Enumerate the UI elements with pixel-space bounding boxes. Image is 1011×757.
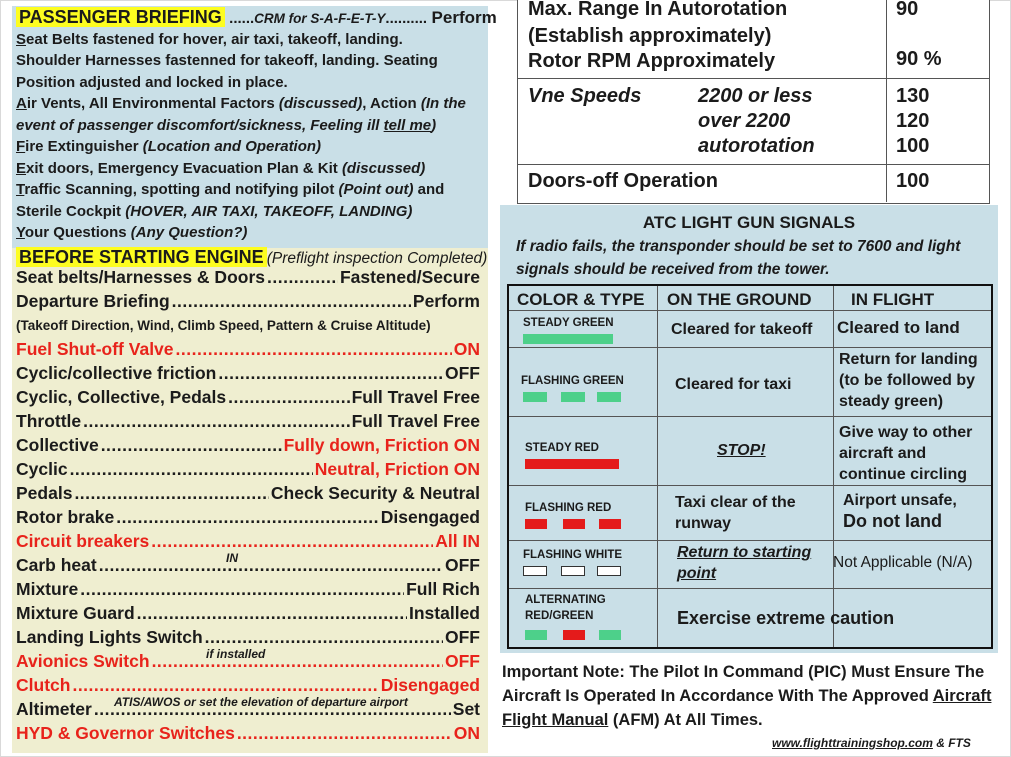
leader-dots	[237, 723, 452, 744]
vne-condition-2: over 2200	[698, 110, 791, 132]
flashing-white-swatch-1	[523, 566, 547, 576]
checklist-item-label: Seat belts/Harnesses & Doors	[16, 267, 265, 287]
checklist-item	[16, 459, 480, 480]
briefing-line-fire: Fire Extinguisher (Location and Operation)	[16, 138, 322, 155]
flashing-white-swatch-2	[561, 566, 585, 576]
checklist-item	[16, 603, 480, 624]
vne-value-3: 100	[896, 135, 930, 157]
briefing-line-exit: Exit doors, Emergency Evacuation Plan & Kit (discussed)	[16, 160, 426, 177]
checklist-item-value: Installed	[409, 603, 480, 623]
checklist-item	[16, 551, 480, 576]
important-note: Important Note: The Pilot In Command (PIC) Must Ensure The Aircraft Is Operated In Accordance With The Approved Aircraft Flight Manual (AFM) At All Times.	[502, 663, 992, 729]
steady-red-ground: STOP!	[717, 442, 766, 459]
checklist-item-subnote: if installed	[206, 647, 266, 661]
crm-label: CRM for S-A-F-E-T-Y	[254, 11, 386, 26]
header-on-ground: ON THE GROUND	[667, 290, 812, 309]
steady-green-ground: Cleared for takeoff	[671, 321, 813, 338]
leader-dots	[172, 291, 411, 312]
steady-green-flight: Cleared to land	[837, 318, 960, 337]
checklist-item-value: ON	[453, 723, 480, 743]
passenger-briefing-heading: PASSENGER BRIEFING	[16, 7, 225, 27]
checklist-item	[16, 483, 480, 504]
preflight-note: (Preflight inspection Completed)	[266, 250, 488, 267]
checklist-item-value: ON	[453, 339, 480, 359]
flashing-red-flight-2: Do not land	[843, 511, 942, 531]
checklist-item-label: Avionics Switch	[16, 651, 150, 671]
checklist-item	[16, 507, 480, 528]
leader-dots	[205, 627, 443, 648]
vne-speeds-label: Vne Speeds	[528, 85, 642, 107]
checklist-item-value: Check Security & Neutral	[270, 483, 480, 503]
leader-dots	[74, 483, 268, 504]
leader-dots	[176, 339, 452, 360]
alternating-swatch-red	[563, 630, 585, 640]
autorotation-range-label: Max. Range In Autorotation	[528, 0, 788, 20]
checklist-item-label: HYD & Governor Switches	[16, 723, 235, 743]
signal-flashing-red-label: FLASHING RED	[525, 502, 612, 514]
checklist-item-value: Disengaged	[380, 675, 480, 695]
checklist-item-value: Full Travel Free	[351, 411, 480, 431]
checklist-item	[16, 531, 480, 552]
atc-intro: If radio fails, the transponder should be set to 7600 and light signals should be received from the tower.	[516, 238, 961, 278]
flashing-green-swatch-3	[597, 392, 621, 402]
passenger-briefing-header: PASSENGER BRIEFING ......CRM for S-A-F-E-T-Y.......... Perform	[16, 7, 497, 28]
checklist-item-label: Mixture Guard	[16, 603, 135, 623]
leader-dots	[101, 435, 282, 456]
checklist-item	[16, 435, 480, 456]
autorotation-range-value: 90	[896, 0, 919, 20]
checklist-item	[16, 411, 480, 432]
briefing-line-discomfort: event of passenger discomfort/sickness, Feeling ill tell me)	[16, 117, 437, 134]
signal-steady-green-label: STEADY GREEN	[523, 317, 614, 329]
checklist-item-label: Cyclic, Collective, Pedals	[16, 387, 227, 407]
before-starting-header	[16, 247, 487, 268]
briefing-line-sterile: Sterile Cockpit (HOVER, AIR TAXI, TAKEOFF, LANDING)	[16, 203, 413, 220]
leader-dots	[99, 555, 443, 576]
checklist-item	[16, 627, 480, 648]
checklist-item-label: Carb heat	[16, 555, 97, 575]
leader-dots	[137, 603, 407, 624]
checklist-item-value: Neutral, Friction ON	[314, 459, 480, 479]
signal-alternating-label-2: RED/GREEN	[525, 610, 594, 622]
vne-value-1: 130	[896, 85, 930, 107]
checklist-item	[16, 675, 480, 696]
briefing-line-traffic: Traffic Scanning, spotting and notifying pilot (Point out) and	[16, 181, 445, 198]
briefing-line-air-vents: Air Vents, All Environmental Factors (discussed), Action (In the	[16, 95, 466, 112]
atc-title: ATC LIGHT GUN SIGNALS	[642, 213, 856, 232]
checklist-item	[16, 723, 480, 744]
checklist-item-value: OFF	[445, 363, 480, 383]
checklist-item-value: All IN	[435, 531, 480, 551]
flashing-red-ground: Taxi clear of the runway	[675, 494, 796, 532]
steady-red-swatch	[525, 459, 619, 469]
briefing-line-position: Position adjusted and locked in place.	[16, 74, 288, 91]
footer-suffix: & FTS	[932, 736, 971, 750]
flashing-green-swatch-2	[561, 392, 585, 402]
checklist-item-value: Fastened/Secure	[339, 267, 480, 287]
checklist-item-label: Circuit breakers	[16, 531, 150, 551]
checklist-item-label: Clutch	[16, 675, 71, 695]
checklist-item-value: Set	[452, 699, 480, 719]
footer	[772, 736, 971, 750]
checklist-item-value: OFF	[445, 555, 480, 575]
leader-dots	[152, 651, 443, 672]
briefing-line-shoulder: Shoulder Harnesses fastenned for takeoff, landing. Seating	[16, 52, 438, 69]
leader-dots	[80, 579, 404, 600]
checklist-item-label: Rotor brake	[16, 507, 115, 527]
checklist-item-value: Fully down, Friction ON	[283, 435, 480, 455]
checklist-item-value: OFF	[445, 651, 480, 671]
alternating-both: Exercise extreme caution	[677, 608, 895, 628]
flashing-white-ground: Return to starting point	[677, 544, 812, 582]
steady-red-flight: Give way to other aircraft and continue circling	[839, 424, 973, 483]
flashing-white-swatch-3	[597, 566, 621, 576]
steady-green-swatch	[523, 334, 613, 344]
signal-alternating-label-1: ALTERNATING	[525, 594, 606, 606]
checklist-item-value: OFF	[445, 627, 480, 647]
checklist-item	[16, 579, 480, 600]
checklist-item-label: Departure Briefing	[16, 291, 170, 311]
flashing-green-flight: Return for landing (to be followed by steady green)	[839, 351, 978, 410]
flashing-green-ground: Cleared for taxi	[675, 376, 792, 393]
flashing-white-flight: Not Applicable (N/A)	[833, 554, 973, 571]
signal-steady-red-label: STEADY RED	[525, 442, 599, 454]
flashing-red-swatch-1	[525, 519, 547, 529]
checklist-item-label: Landing Lights Switch	[16, 627, 203, 647]
briefing-line-seat-belts: Seat Belts fastened for hover, air taxi, takeoff, landing.	[16, 31, 403, 48]
leader-dots	[83, 411, 349, 432]
flashing-red-swatch-3	[599, 519, 621, 529]
departure-briefing-detail: (Takeoff Direction, Wind, Climb Speed, Pattern & Cruise Altitude)	[16, 318, 431, 333]
rotor-rpm-value: 90 %	[896, 48, 942, 70]
checklist-item-label: Pedals	[16, 483, 73, 503]
header-in-flight: IN FLIGHT	[851, 290, 935, 309]
before-starting-panel	[12, 248, 488, 753]
alternating-swatch-green-1	[525, 630, 547, 640]
checklist-item-label: Cyclic/collective friction	[16, 363, 217, 383]
leader-dots	[267, 267, 338, 288]
leader-dots	[72, 675, 378, 696]
checklist-item	[16, 267, 480, 288]
checklist-item-label: Mixture	[16, 579, 79, 599]
checklist-item-label: Throttle	[16, 411, 82, 431]
leader-dots	[116, 507, 379, 528]
alternating-swatch-green-2	[599, 630, 621, 640]
vne-condition-3: autorotation	[698, 135, 815, 157]
checklist-item-label: Cyclic	[16, 459, 68, 479]
rotor-rpm-label: Rotor RPM Approximately	[528, 50, 776, 72]
checklist-item-subnote: ATIS/AWOS or set the elevation of departure airport	[114, 695, 408, 709]
checklist-item-value: Full Travel Free	[351, 387, 480, 407]
checklist-item	[16, 647, 480, 672]
atc-signals-panel	[500, 205, 998, 653]
passenger-briefing-action: Perform	[431, 8, 497, 27]
signal-flashing-green-label: FLASHING GREEN	[521, 375, 624, 387]
briefing-line-questions: Your Questions (Any Question?)	[16, 224, 248, 241]
establish-label: (Establish approximately)	[528, 25, 772, 47]
checklist-item	[16, 339, 480, 360]
vne-condition-1: 2200 or less	[698, 85, 813, 107]
flashing-green-swatch-1	[523, 392, 547, 402]
checklist-item-subnote: IN	[226, 551, 238, 565]
checklist-item-value: Disengaged	[380, 507, 480, 527]
doors-off-label: Doors-off Operation	[528, 170, 718, 192]
checklist-item-value: Perform	[412, 291, 480, 311]
header-color-type: COLOR & TYPE	[517, 290, 645, 309]
before-starting-heading: BEFORE STARTING ENGINE	[16, 247, 267, 267]
checklist-item-value: Full Rich	[406, 579, 480, 599]
flashing-red-swatch-2	[563, 519, 585, 529]
leader-dots	[218, 363, 443, 384]
atc-signals-table	[507, 284, 993, 649]
checklist-item-label: Altimeter	[16, 699, 92, 719]
leader-dots	[70, 459, 313, 480]
signal-flashing-white-label: FLASHING WHITE	[523, 549, 623, 561]
checklist-item	[16, 291, 480, 312]
doors-off-value: 100	[896, 170, 930, 192]
leader-dots	[228, 387, 350, 408]
passenger-briefing-panel	[12, 6, 497, 248]
checklist-item	[16, 387, 480, 408]
leader-dots	[151, 531, 433, 552]
checklist-item	[16, 695, 480, 720]
flashing-red-flight-1: Airport unsafe,	[843, 492, 957, 509]
footer-site-link[interactable]: www.flighttrainingshop.com	[772, 736, 933, 750]
afm-link-text: Aircraft Flight Manual	[502, 687, 992, 729]
vne-value-2: 120	[896, 110, 930, 132]
checklist-item	[16, 363, 480, 384]
limits-table	[517, 0, 990, 204]
checklist-item-label: Fuel Shut-off Valve	[16, 339, 174, 359]
checklist-item-label: Collective	[16, 435, 99, 455]
